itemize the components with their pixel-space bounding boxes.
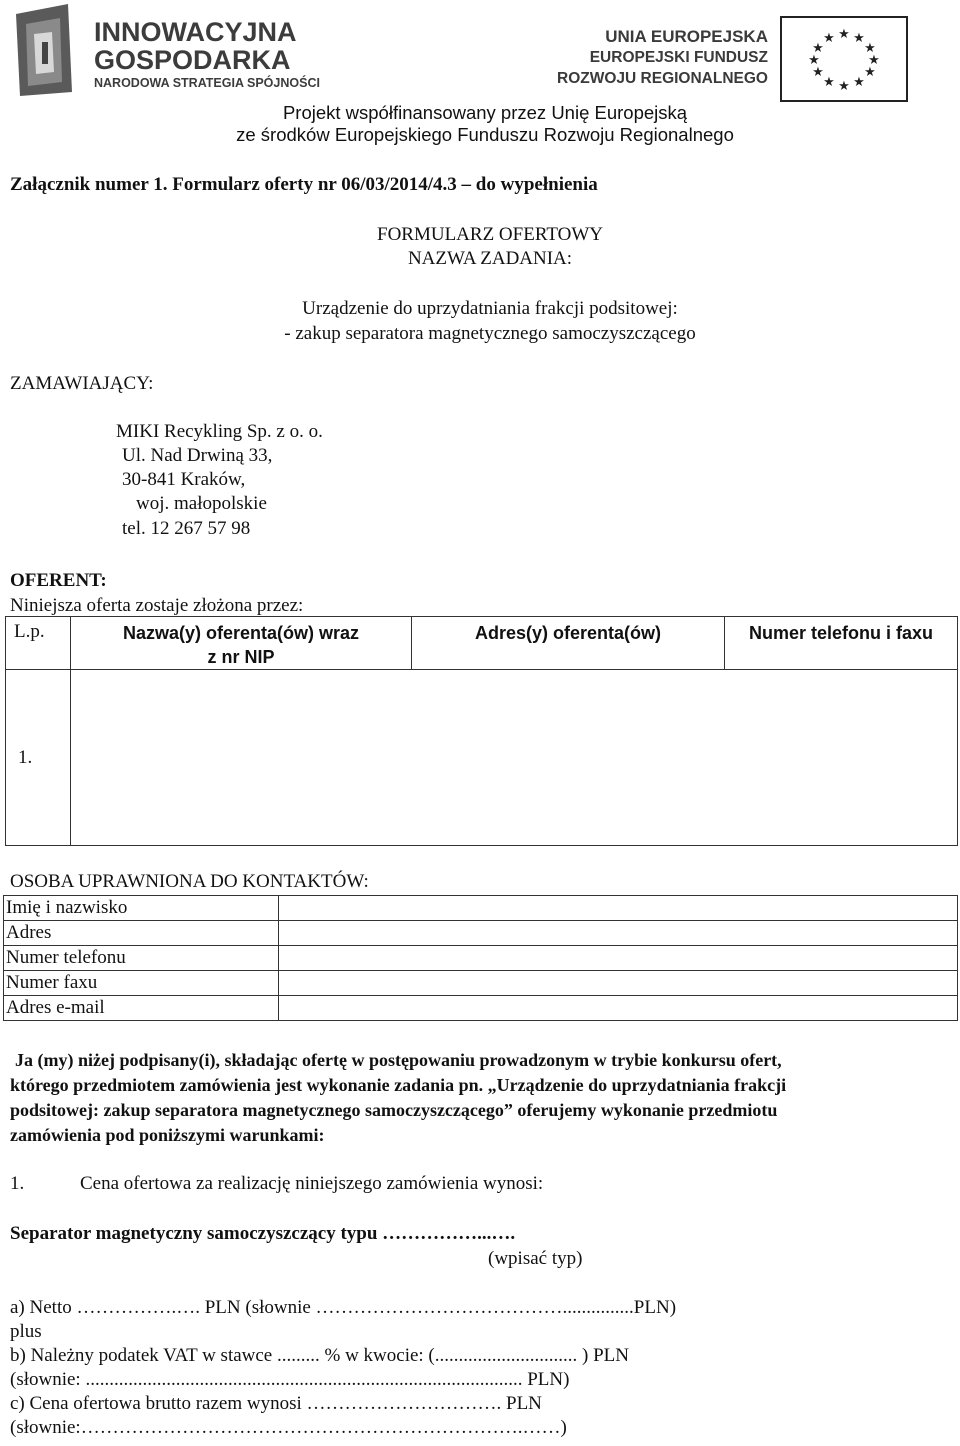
svg-text:★: ★ <box>812 41 824 56</box>
svg-text:★: ★ <box>864 65 876 80</box>
declaration <box>10 1048 786 1148</box>
orderer-name: MIKI Recykling Sp. z o. o. <box>116 421 323 442</box>
contact-email-field[interactable] <box>279 996 958 1021</box>
declaration-line4: zamówienia pod poniższymi warunkami: <box>10 1125 325 1145</box>
offeror-table-header <box>6 617 958 670</box>
declaration-line3: podsitowej: zakup separatora magnetycznego samoczyszczącego” oferujemy wykonanie przedmiotu <box>10 1100 778 1120</box>
contact-row-label: Imię i nazwisko <box>4 896 279 921</box>
offeror-table <box>5 616 958 846</box>
cofinancing-line1: Projekt współfinansowany przez Unię Europejską <box>282 102 688 123</box>
price-item-number: 1. <box>10 1173 25 1194</box>
contact-label: OSOBA UPRAWNIONA DO KONTAKTÓW: <box>10 871 369 892</box>
declaration-line2: którego przedmiotem zamówienia jest wykonanie zadania pn. „Urządzenie do uprzydatniania frakcji <box>10 1075 787 1095</box>
eu-logo-line1: UNIA EUROPEJSKA <box>605 27 768 46</box>
contact-address-field[interactable] <box>279 921 958 946</box>
offeror-col-address: Adres(y) oferenta(ów) <box>412 617 725 670</box>
declaration-line1: Ja (my) niżej podpisany(i), składając ofertę w postępowaniu prowadzonym w trybie konkursu ofert, <box>15 1050 782 1070</box>
form-title: FORMULARZ OFERTOWY <box>377 224 603 245</box>
offeror-label: OFERENT: <box>10 570 107 591</box>
offeror-col-name <box>71 617 412 670</box>
eu-logo-line3: ROZWOJU REGIONALNEGO <box>557 70 768 87</box>
contact-row <box>4 921 958 946</box>
contact-row <box>4 996 958 1021</box>
contact-table <box>3 895 958 1021</box>
price-vat-line: b) Należny podatek VAT w stawce ......... % w kwocie: (.............................. ) PLN <box>10 1345 629 1366</box>
offeror-submitted-by: Niniejsza oferta zostaje złożona przez: <box>10 595 304 616</box>
orderer-phone: tel. 12 267 57 98 <box>122 518 251 539</box>
contact-name-field[interactable] <box>279 896 958 921</box>
separator-type-line: Separator magnetyczny samoczyszczący typu ……………...…. <box>10 1223 516 1244</box>
contact-phone-field[interactable] <box>279 946 958 971</box>
offeror-row-details-field[interactable] <box>71 670 958 846</box>
svg-text:★: ★ <box>868 53 880 68</box>
ig-logo-line1: INNOWACYJNA <box>94 17 297 47</box>
task-name-line1: Urządzenie do uprzydatniania frakcji podsitowej: <box>302 298 678 319</box>
ig-emblem-icon <box>12 2 82 98</box>
eu-flag-icon <box>780 16 908 102</box>
price-plus: plus <box>10 1321 42 1342</box>
offeror-col-phone: Numer telefonu i faxu <box>725 617 958 670</box>
svg-text:★: ★ <box>812 65 824 80</box>
ig-logo-line3: NARODOWA STRATEGIA SPÓJNOŚCI <box>94 76 320 90</box>
price-gross-words-line: (słownie:…………………………………………………………….……) <box>10 1417 567 1438</box>
task-name-line2: - zakup separatora magnetycznego samoczyszczącego <box>284 323 696 344</box>
orderer-region: woj. małopolskie <box>136 493 267 514</box>
svg-text:★: ★ <box>838 79 850 94</box>
offeror-col-lp: L.p. <box>6 617 71 670</box>
svg-text:★: ★ <box>853 75 865 90</box>
eu-logo-text <box>556 26 768 89</box>
svg-text:★: ★ <box>838 27 850 42</box>
svg-text:★: ★ <box>823 31 835 46</box>
offeror-row <box>6 670 958 846</box>
svg-text:★: ★ <box>808 53 820 68</box>
orderer-label: ZAMAWIAJĄCY: <box>10 373 154 394</box>
offeror-col-name-text: Nazwa(y) oferenta(ów) wraz z nr NIP <box>122 623 360 667</box>
task-label: NAZWA ZADANIA: <box>407 248 573 269</box>
contact-row-label: Adres e-mail <box>4 996 279 1021</box>
offeror-row-number: 1. <box>6 670 71 846</box>
contact-row-label: Numer faxu <box>4 971 279 996</box>
price-item-text: Cena ofertowa za realizację niniejszego zamówienia wynosi: <box>80 1173 544 1194</box>
cofinancing-line2: ze środków Europejskiego Funduszu Rozwoju Regionalnego <box>236 124 734 145</box>
attachment-title: Załącznik numer 1. Formularz oferty nr 06/03/2014/4.3 – do wypełnienia <box>10 174 598 195</box>
price-netto <box>10 1296 955 1440</box>
contact-row <box>4 896 958 921</box>
contact-row-label: Adres <box>4 921 279 946</box>
contact-row <box>4 946 958 971</box>
innowacyjna-gospodarka-logo <box>12 2 320 98</box>
separator-type-hint: (wpisać typ) <box>488 1248 583 1269</box>
contact-row <box>4 971 958 996</box>
price-vat-words-line: (słownie: ............................................................................................ PLN) <box>10 1369 570 1390</box>
eu-logo-line2: EUROPEJSKI FUNDUSZ <box>589 49 768 66</box>
svg-text:★: ★ <box>823 75 835 90</box>
ig-logo-line2: GOSPODARKA <box>94 45 291 75</box>
orderer-street: Ul. Nad Drwiną 33, <box>122 445 273 466</box>
contact-fax-field[interactable] <box>279 971 958 996</box>
price-netto-line: a) Netto …………….…. PLN (słownie …………………………………...............PLN) <box>10 1297 677 1318</box>
price-gross-line: c) Cena ofertowa brutto razem wynosi …………………………. PLN <box>10 1393 542 1414</box>
orderer-city: 30-841 Kraków, <box>122 469 246 490</box>
svg-text:★: ★ <box>864 41 876 56</box>
svg-text:★: ★ <box>853 31 865 46</box>
contact-row-label: Numer telefonu <box>4 946 279 971</box>
